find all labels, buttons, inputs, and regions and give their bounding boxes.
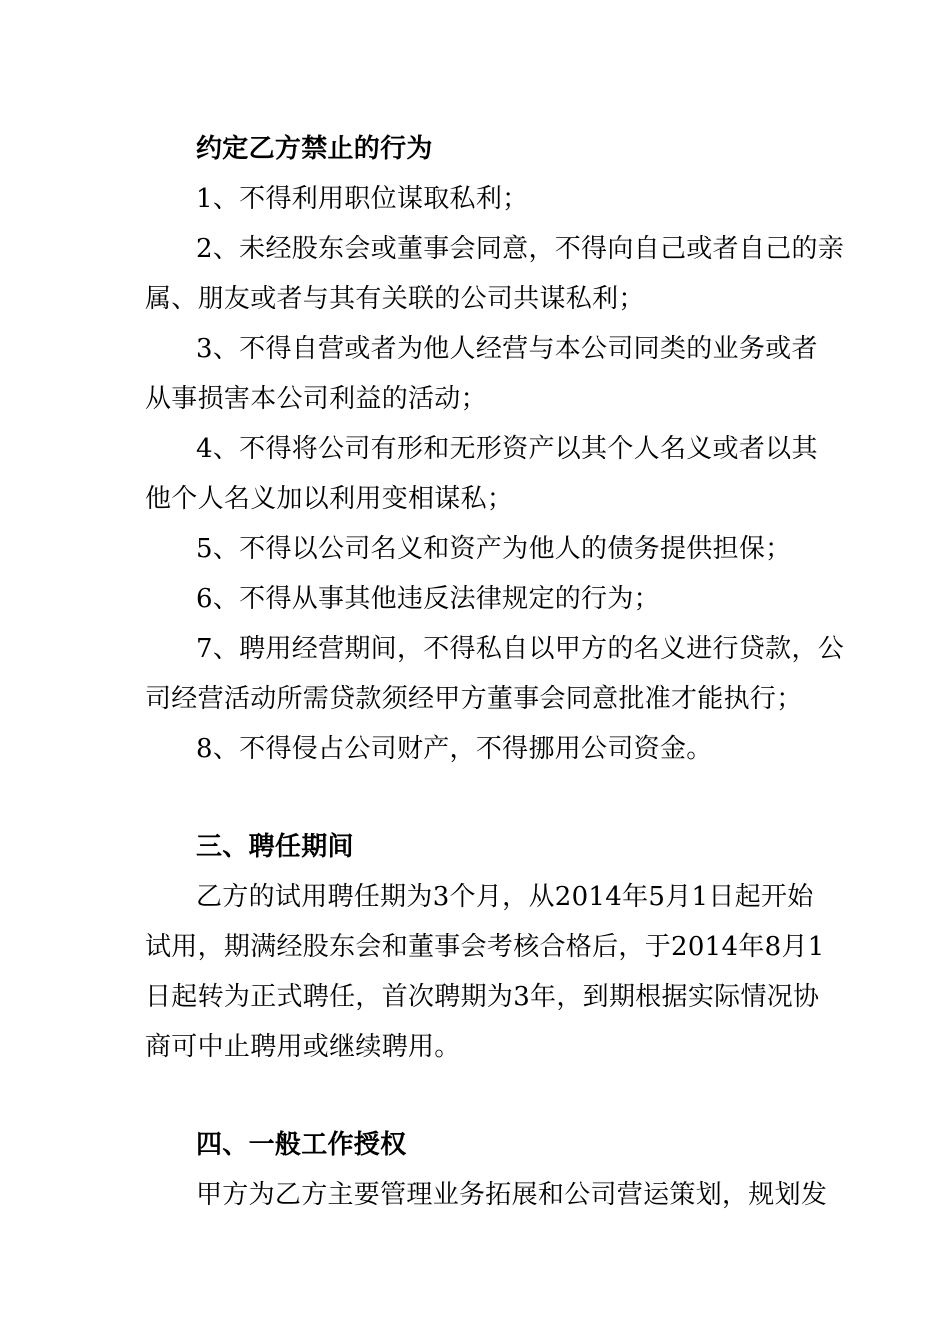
paragraph-line: 商可中止聘用或继续聘用。 [145, 1032, 461, 1062]
section-heading-work-authorization: 四、一般工作授权 [196, 1130, 407, 1160]
paragraph-line: 1、不得利用职位谋取私利； [196, 184, 529, 214]
paragraph-line: 甲方为乙方主要管理业务拓展和公司营运策划，规划发 [196, 1180, 828, 1210]
paragraph-line: 2、未经股东会或董事会同意，不得向自己或者自己的亲 [196, 234, 845, 264]
paragraph-line: 4、不得将公司有形和无形资产以其个人名义或者以其 [196, 434, 818, 464]
section-heading-prohibited-conduct: 约定乙方禁止的行为 [196, 134, 433, 164]
paragraph-line: 6、不得从事其他违反法律规定的行为； [196, 584, 660, 614]
paragraph-line: 3、不得自营或者为他人经营与本公司同类的业务或者 [196, 334, 818, 364]
paragraph-line: 5、不得以公司名义和资产为他人的债务提供担保； [196, 534, 792, 564]
paragraph-line: 从事损害本公司利益的活动； [145, 384, 487, 414]
section-heading-appointment-period: 三、聘任期间 [196, 832, 354, 862]
paragraph-line: 乙方的试用聘任期为3个月，从2014年5月1日起开始 [196, 882, 814, 912]
paragraph-line: 司经营活动所需贷款须经甲方董事会同意批准才能执行； [145, 684, 803, 714]
paragraph-line: 试用，期满经股东会和董事会考核合格后，于2014年8月1 [145, 932, 825, 962]
paragraph-line: 他个人名义加以利用变相谋私； [145, 484, 514, 514]
paragraph-line: 属、朋友或者与其有关联的公司共谋私利； [145, 284, 645, 314]
paragraph-line: 7、聘用经营期间，不得私自以甲方的名义进行贷款，公 [196, 634, 845, 664]
paragraph-line: 8、不得侵占公司财产，不得挪用公司资金。 [196, 734, 713, 764]
paragraph-line: 日起转为正式聘任，首次聘期为3年，到期根据实际情况协 [145, 982, 820, 1012]
